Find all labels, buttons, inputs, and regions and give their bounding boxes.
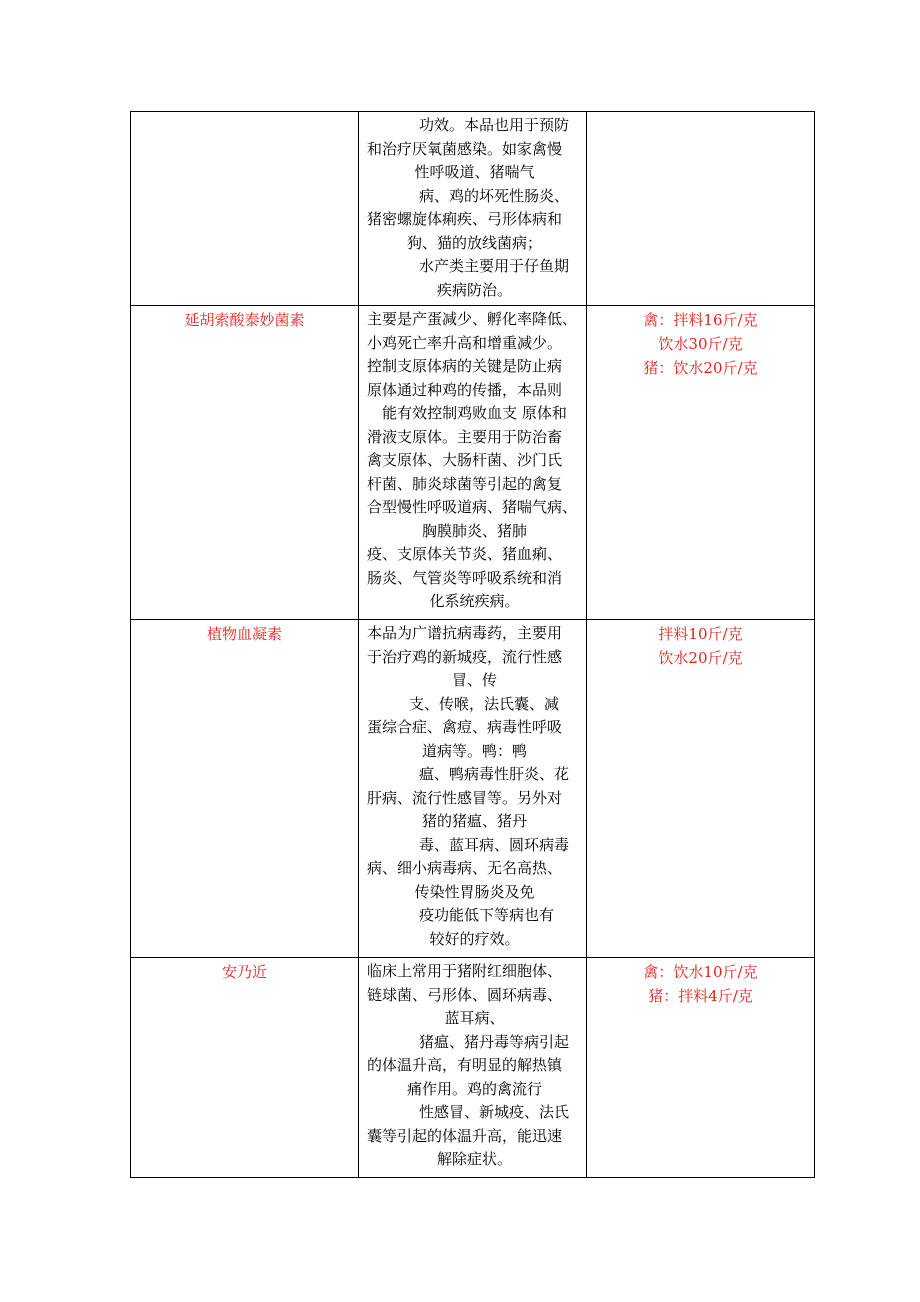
description-line: 杆菌、肺炎球菌等引起的禽复	[367, 474, 563, 493]
dosage-cell	[587, 958, 815, 1178]
description-line: 疫功能低下等病也有	[419, 906, 555, 924]
description-cell	[359, 620, 587, 958]
drug-name-cell	[131, 112, 359, 306]
table-row	[131, 112, 815, 306]
dosage-cell	[587, 620, 815, 958]
description-line: 毒、蓝耳病、圆环病毒	[419, 835, 570, 854]
description-line: 肝病、流行性感冒等。另外对	[367, 788, 563, 807]
description-line: 原体通过种鸡的传播，本品则	[367, 380, 563, 399]
description-line: 合型慢性呼吸道病、猪喘气病、	[367, 498, 578, 516]
description-line: 支、传喉，法氏囊、减	[409, 694, 560, 713]
dosage-line: 饮水20斤/克	[658, 649, 743, 667]
dosage-cell	[587, 306, 815, 620]
description-line: 性呼吸道、猪喘气	[414, 163, 535, 181]
description-line: 控制支原体病的关键是防止病	[367, 357, 563, 375]
description-line: 蛋综合症、禽痘、病毒性呼吸	[367, 718, 563, 736]
description-line: 和治疗厌氧菌感染。如家禽慢	[367, 139, 563, 158]
description-line: 胸膜肺炎、猪肺	[421, 521, 527, 540]
description-line: 临床上常用于猪附红细胞体、	[367, 962, 563, 980]
description-line: 功效。本品也用于预防	[419, 116, 570, 134]
description-line: 道病等。鸭：鸭	[421, 741, 527, 760]
description-line: 肠炎、气管炎等呼吸系统和消	[367, 568, 563, 587]
description-line: 化系统疾病。	[429, 592, 520, 610]
description-line: 猪的猪瘟、猪丹	[421, 812, 527, 830]
description-line: 能有效控制鸡败血支 原体和	[382, 404, 567, 422]
table-row	[131, 306, 815, 620]
table-row	[131, 958, 815, 1178]
description-line: 囊等引起的体温升高，能迅速	[367, 1126, 563, 1145]
dosage-line: 猪：饮水20斤/克	[643, 359, 758, 377]
description-line: 的体温升高，有明显的解热镇	[367, 1056, 563, 1074]
description-line: 本品为广谱抗病毒药，主要用	[367, 624, 563, 642]
table-row	[131, 620, 815, 958]
dosage-cell	[587, 112, 815, 306]
dosage-line: 拌料10斤/克	[658, 625, 743, 643]
drug-name-cell: 延胡索酸泰妙菌素	[131, 306, 359, 620]
description-line: 猪瘟、猪丹毒等病引起	[419, 1032, 570, 1051]
description-line: 主要是产蛋减少、孵化率降低、	[367, 310, 578, 328]
description-line: 禽支原体、大肠杆菌、沙门氏	[367, 451, 563, 469]
description-line: 疫、支原体关节炎、猪血痢、	[367, 545, 563, 563]
description-line: 水产类主要用于仔鱼期	[419, 257, 570, 275]
dosage-line: 禽：拌料16斤/克	[643, 311, 758, 329]
description-line: 滑液支原体。主要用于防治畜	[367, 427, 563, 446]
description-line: 解除症状。	[436, 1150, 512, 1168]
description-line: 于治疗鸡的新城疫，流行性感	[367, 647, 563, 666]
description-line: 蓝耳病、	[444, 1009, 505, 1027]
description-line: 传染性胃肠炎及免	[414, 882, 535, 901]
description-line: 链球菌、弓形体、圆环病毒、	[367, 985, 563, 1004]
description-line: 性感冒、新城疫、法氏	[419, 1103, 570, 1121]
drug-name-cell: 植物血凝素	[131, 620, 359, 958]
drug-name-cell: 安乃近	[131, 958, 359, 1178]
description-cell	[359, 112, 587, 306]
description-line: 猪密螺旋体痢疾、弓形体病和	[367, 210, 563, 228]
dosage-line: 猪：拌料4斤/克	[648, 987, 753, 1005]
drug-table	[130, 111, 815, 1178]
description-cell	[359, 958, 587, 1178]
description-cell	[359, 306, 587, 620]
description-line: 痛作用。鸡的禽流行	[406, 1079, 542, 1098]
description-line: 瘟、鸭病毒性肝炎、花	[419, 765, 570, 783]
dosage-line: 饮水30斤/克	[658, 335, 743, 353]
description-line: 病、细小病毒病、无名高热、	[367, 859, 563, 877]
dosage-line: 禽：饮水10斤/克	[643, 963, 758, 981]
description-line: 小鸡死亡率升高和增重减少。	[367, 333, 563, 352]
description-line: 狗、猫的放线菌病；	[406, 233, 542, 252]
description-line: 疾病防治。	[436, 280, 512, 299]
description-line: 较好的疗效。	[429, 929, 520, 948]
description-line: 病、鸡的坏死性肠炎、	[419, 186, 570, 205]
description-line: 冒、传	[451, 671, 497, 689]
